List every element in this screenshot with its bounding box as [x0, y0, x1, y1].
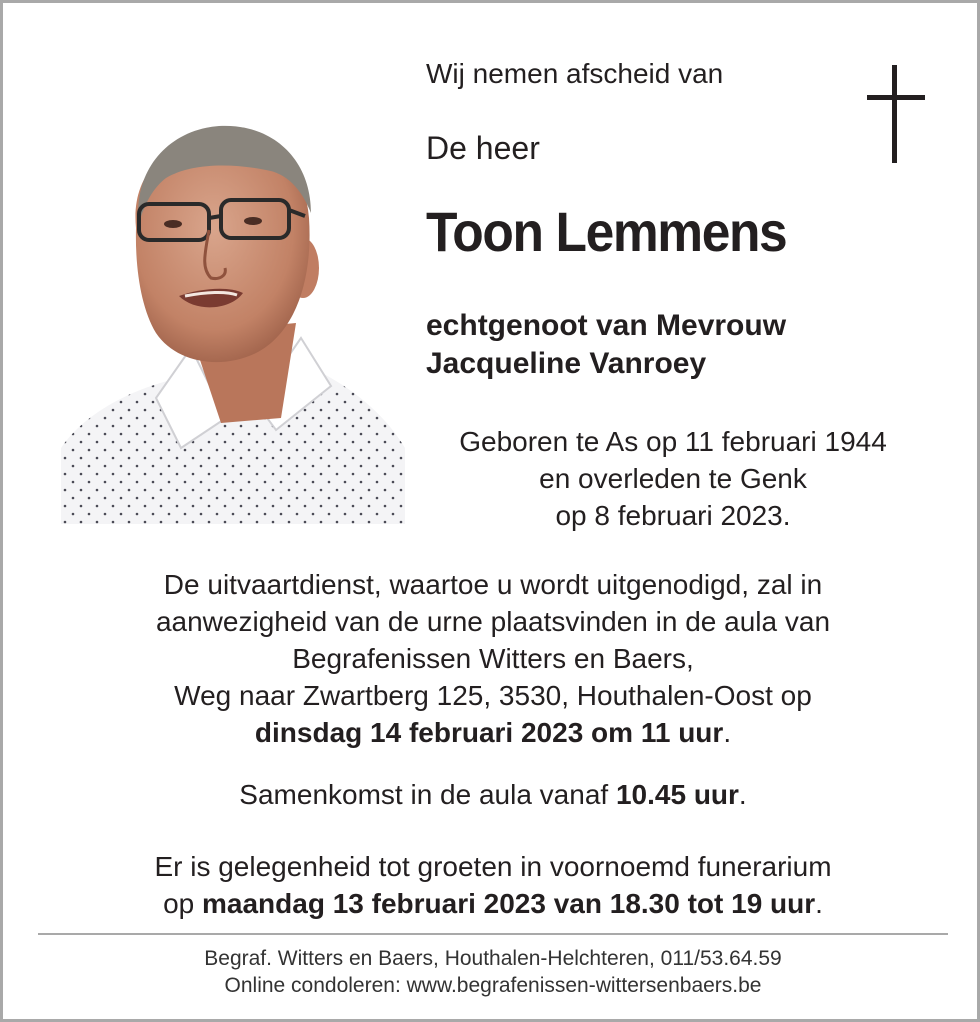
gathering-info [43, 776, 943, 813]
born-line-1: Geboren te As op 11 februari 1944 [459, 426, 887, 457]
online-condolence-link[interactable]: Online condoleren: www.begrafenissen-wittersenbaers.be [224, 974, 762, 997]
service-date-line [43, 714, 943, 751]
service-info [43, 566, 943, 751]
service-line-1: De uitvaartdienst, waartoe u wordt uitgenodigd, zal in [163, 569, 823, 600]
honorific: De heer [426, 130, 540, 166]
visitation-date: maandag 13 februari 2023 van 18.30 tot 19 uur [202, 888, 816, 919]
gathering-time: 10.45 uur [615, 779, 739, 810]
service-date: dinsdag 14 februari 2023 om 11 uur [254, 717, 724, 748]
spouse-line-1: echtgenoot van Mevrouw [426, 309, 787, 342]
visitation-line-2 [43, 885, 943, 922]
service-line-2: aanwezigheid van de urne plaatsvinden in de aula van [155, 606, 831, 637]
deceased-name: Toon Lemmens [426, 200, 787, 263]
service-line-4: Weg naar Zwartberg 125, 3530, Houthalen-Oost op [174, 680, 812, 711]
born-line-3: op 8 februari 2023. [555, 500, 791, 531]
cross-icon [867, 65, 925, 163]
service-date-end: . [723, 717, 732, 748]
funeral-home-contact: Begraf. Witters en Baers, Houthalen-Helchteren, 011/53.64.59 [204, 947, 782, 970]
gathering-end: . [738, 779, 747, 810]
gathering-text: Samenkomst in de aula vanaf [239, 779, 616, 810]
portrait-photo [61, 118, 405, 524]
born-line-2: en overleden te Genk [539, 463, 807, 494]
visitation-prefix: op [163, 888, 202, 919]
birth-death-info [418, 423, 928, 534]
visitation-info [43, 848, 943, 922]
service-line-3: Begrafenissen Witters en Baers, [292, 643, 694, 674]
spouse-line-2: Jacqueline Vanroey [426, 347, 707, 380]
gathering-line [43, 776, 943, 813]
footer-divider [38, 933, 948, 935]
footer [43, 945, 943, 999]
visitation-line-1: Er is gelegenheid tot groeten in voornoemd funerarium [154, 851, 832, 882]
intro-text: Wij nemen afscheid van [426, 58, 724, 89]
visitation-end: . [815, 888, 823, 919]
spouse-info [426, 307, 786, 383]
